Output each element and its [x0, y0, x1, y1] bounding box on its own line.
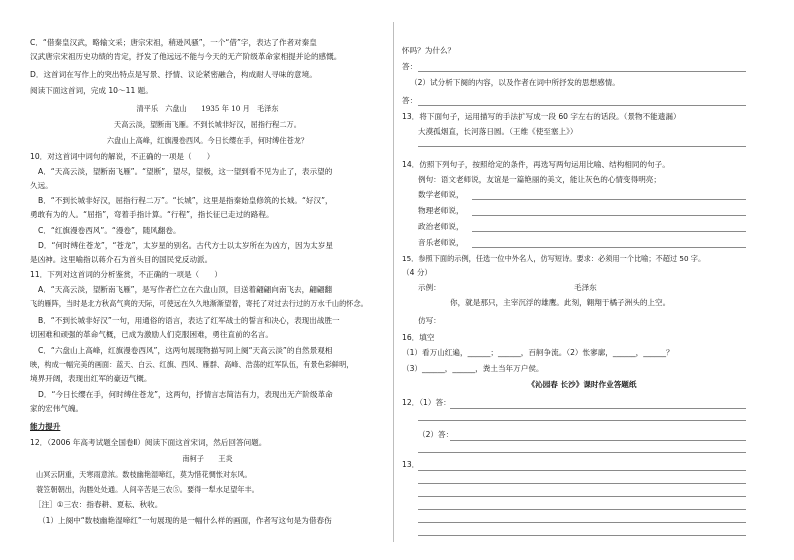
answer-13-line-4[interactable] — [418, 509, 746, 510]
answer-line-1[interactable] — [418, 71, 746, 72]
answer-sheet-title: 《沁园春 长沙》课时作业答题纸 — [527, 380, 637, 389]
q11-c-line-1: C．“六盘山上高峰，红旗漫卷西风”，这两句展现物描写同上阕“天高云淡”的自然景观相 — [38, 346, 333, 355]
answer-12-2-line-1[interactable] — [450, 440, 746, 441]
q15-example-name: 毛泽东 — [574, 283, 597, 292]
right-column — [402, 0, 762, 560]
answer-13-line-3[interactable] — [418, 496, 746, 497]
q13-answer-line[interactable] — [418, 146, 746, 147]
option-c-line-2: 汉武唐宗宋祖历史功绩的肯定，抒发了他远远不能与今天的无产阶级革命家相提并论的感慨。 — [30, 52, 342, 61]
q16-line-1: （1）看万山红遍，______；______，百舸争流。（2）怅寥廓，______，______？ — [402, 348, 674, 357]
q14-music-label: 音乐老师说， — [418, 238, 464, 247]
answer-12-1-line-2[interactable] — [418, 420, 746, 421]
q15-stem: 15．参照下面的示例，任选一位中外名人，仿写短诗。要求：必须用一个比喻；不超过 50 字。 — [402, 254, 706, 263]
q13-sentence: 大漠孤烟直，长河落日圆。（王维《使至塞上》） — [418, 127, 578, 136]
q10-d-line-2: 是凶神。这里喻指以蒋介石为首头目的国民党反动派。 — [30, 255, 213, 264]
poem2-line-2: 蓑笠朝朝出，沟塍处处通。人间辛苦是三农⑤。要得一犁水足望年丰。 — [36, 485, 259, 494]
q10-stem: 10．对这首词中词句的解说，不正确的一项是（ ） — [30, 152, 215, 161]
q16-stem: 16．填空 — [402, 333, 435, 342]
q12-part-1: （1）上阕中“数枝幽艳湿啼红”一句展现的是一幅什么样的画面，作者写这句是为借春伤 — [38, 516, 332, 525]
q12-part-2: （2）试分析下阕的内容，以及作者在词中所抒发的思想感情。 — [410, 78, 620, 87]
q14-politics-label: 政治老师说， — [418, 222, 464, 231]
q14-music-line[interactable] — [472, 247, 746, 248]
q10-a-line-1: A．“天高云淡，望断南飞雁”。“望断”，望尽，望极，这一望到看不见为止了，表示望的 — [38, 167, 333, 176]
section-heading: 能力提升 — [30, 422, 61, 431]
answer-line-2[interactable] — [418, 105, 746, 106]
q11-b-line-1: B．“不到长城非好汉”一句，用通俗的语言，表达了红军战士的誓言和决心，表现出战胜一 — [38, 316, 340, 325]
q15-example-text: 你，就是那只，主宰沉浮的雄鹰。此刻，翱翔于橘子洲头的上空。 — [450, 298, 671, 307]
q15-score: （4 分） — [402, 268, 433, 277]
q11-a-line-2: 飞的雁阵，当时是北方秋高气爽的天际，可使远在久久地渐渐望着，寄托了对过去行过的万水千山的怀念。 — [30, 299, 368, 308]
q14-math-line[interactable] — [472, 199, 746, 200]
q11-c-line-3: 境界开阔，表现出红军的豪迈气概。 — [30, 374, 152, 383]
poem2-line-1: 山冥云阴重，天寒雨意浓。数枝幽艳湿啼红，莫为惜花惆怅对东风。 — [36, 470, 252, 479]
column-divider — [393, 22, 394, 542]
q10-b-line-2: 勇敢有为的人。“屈指”，弯着手指计算。“行程”，指长征已走过的路程。 — [30, 210, 274, 219]
answer-12-2-line-2[interactable] — [418, 452, 746, 453]
answer-label-1: 答： — [402, 62, 418, 71]
q11-a-line-1: A．“天高云淡，望断南飞雁”，是写作者伫立在六盘山顶，目送着翩翩向南飞去，翩翩翻 — [38, 285, 333, 294]
poem2-note: ［注］①三农：指春耕、夏耘、秋收。 — [34, 500, 163, 509]
answer-13-line-1[interactable] — [418, 470, 746, 471]
q11-d-line-1: D．“今日长缨在手，何时缚住苍龙”，这两句，抒情言志简洁有力，表现出无产阶级革命 — [38, 390, 333, 399]
q14-physics-line[interactable] — [472, 215, 746, 216]
answer-13-line-5[interactable] — [418, 522, 746, 523]
q14-math-label: 数学老师说， — [418, 190, 464, 199]
answer-12-1-label: 12．（1）答： — [402, 398, 451, 407]
option-d-line-1: D．这首词在写作上的突出特点是写景、抒情、议论紧密融合，构成耐人寻味的意境。 — [30, 70, 317, 79]
q14-physics-label: 物理老师说， — [418, 206, 464, 215]
q11-b-line-2: 切困难和顽强的革命气概，已成为激励人们克服困难，勇往直前的名言。 — [30, 330, 273, 339]
answer-12-2-label: （2）答： — [418, 430, 454, 439]
q10-c: C．“红旗漫卷西风”。“漫卷”，随风翻卷。 — [38, 226, 181, 235]
q11-c-line-2: 映，构成一幅完美的画面：蓝天、白云、红旗、西风、雁群、高峰、浩荡的红军队伍，有景色彩鲜明， — [30, 360, 354, 369]
q10-a-line-2: 久远。 — [30, 181, 53, 190]
answer-13-line-6[interactable] — [418, 535, 746, 536]
q11-stem: 11．下列对这首词的分析鉴赏，不正确的一项是（ ） — [30, 270, 222, 279]
poem1-line-2: 六盘山上高峰，红旗漫卷西风。今日长缨在手，何时缚住苍龙？ — [106, 136, 309, 145]
left-column — [30, 0, 385, 560]
q12-stem: 12．（2006 年高考试题全国卷Ⅱ）阅读下面这首宋词，然后回答问题。 — [30, 438, 267, 447]
q12-part-1-cont: 怀吗？为什么？ — [402, 46, 456, 55]
q14-stem: 14．仿照下列句子，按照给定的条件，再选写两句运用比喻、结构相同的句子。 — [402, 160, 670, 169]
poem1-title: 清平乐 六盘山 1935 年 10 月 毛泽东 — [136, 104, 279, 113]
q13-stem: 13．将下面句子，运用描写的手法扩写成一段 60 字左右的话段。（景物不能遗漏） — [402, 112, 681, 121]
q16-line-2: （3）______，______，粪土当年万户侯。 — [402, 364, 544, 373]
answer-label-2: 答： — [402, 96, 418, 105]
poem2-title: 南柯子 王炎 — [182, 454, 233, 463]
q11-d-line-2: 家的宏伟气魄。 — [30, 404, 84, 413]
q10-d-line-1: D．“何时缚住苍龙”，“苍龙”，太岁星的别名。古代方士以太岁所在为凶方，因为太岁星 — [38, 241, 333, 250]
q14-example: 例句：语文老师说，友谊是一篇艳丽的美文，能让灰色的心情变得明亮； — [418, 175, 661, 184]
option-c-line-1: C．“借秦皇汉武，略输文采；唐宗宋祖，稍逊风骚”，一个“借”字，表达了作者对秦皇 — [30, 38, 317, 47]
q15-imitate-label: 仿写： — [418, 316, 441, 325]
q14-politics-line[interactable] — [472, 231, 746, 232]
poem1-line-1: 天高云淡，望断南飞雁。不到长城非好汉，屈指行程二万。 — [114, 120, 301, 129]
answer-13-line-2[interactable] — [418, 483, 746, 484]
q10-b-line-1: B．“不到长城非好汉，屈指行程二万”。“长城”，这里是指秦始皇修筑的长城。“好汉”， — [38, 196, 333, 205]
answer-12-1-line-1[interactable] — [450, 408, 746, 409]
read-prompt: 阅读下面这首词，完成 10～11 题。 — [30, 86, 153, 95]
q15-example-label: 示例： — [418, 283, 441, 292]
answer-13-label: 13． — [402, 460, 420, 469]
